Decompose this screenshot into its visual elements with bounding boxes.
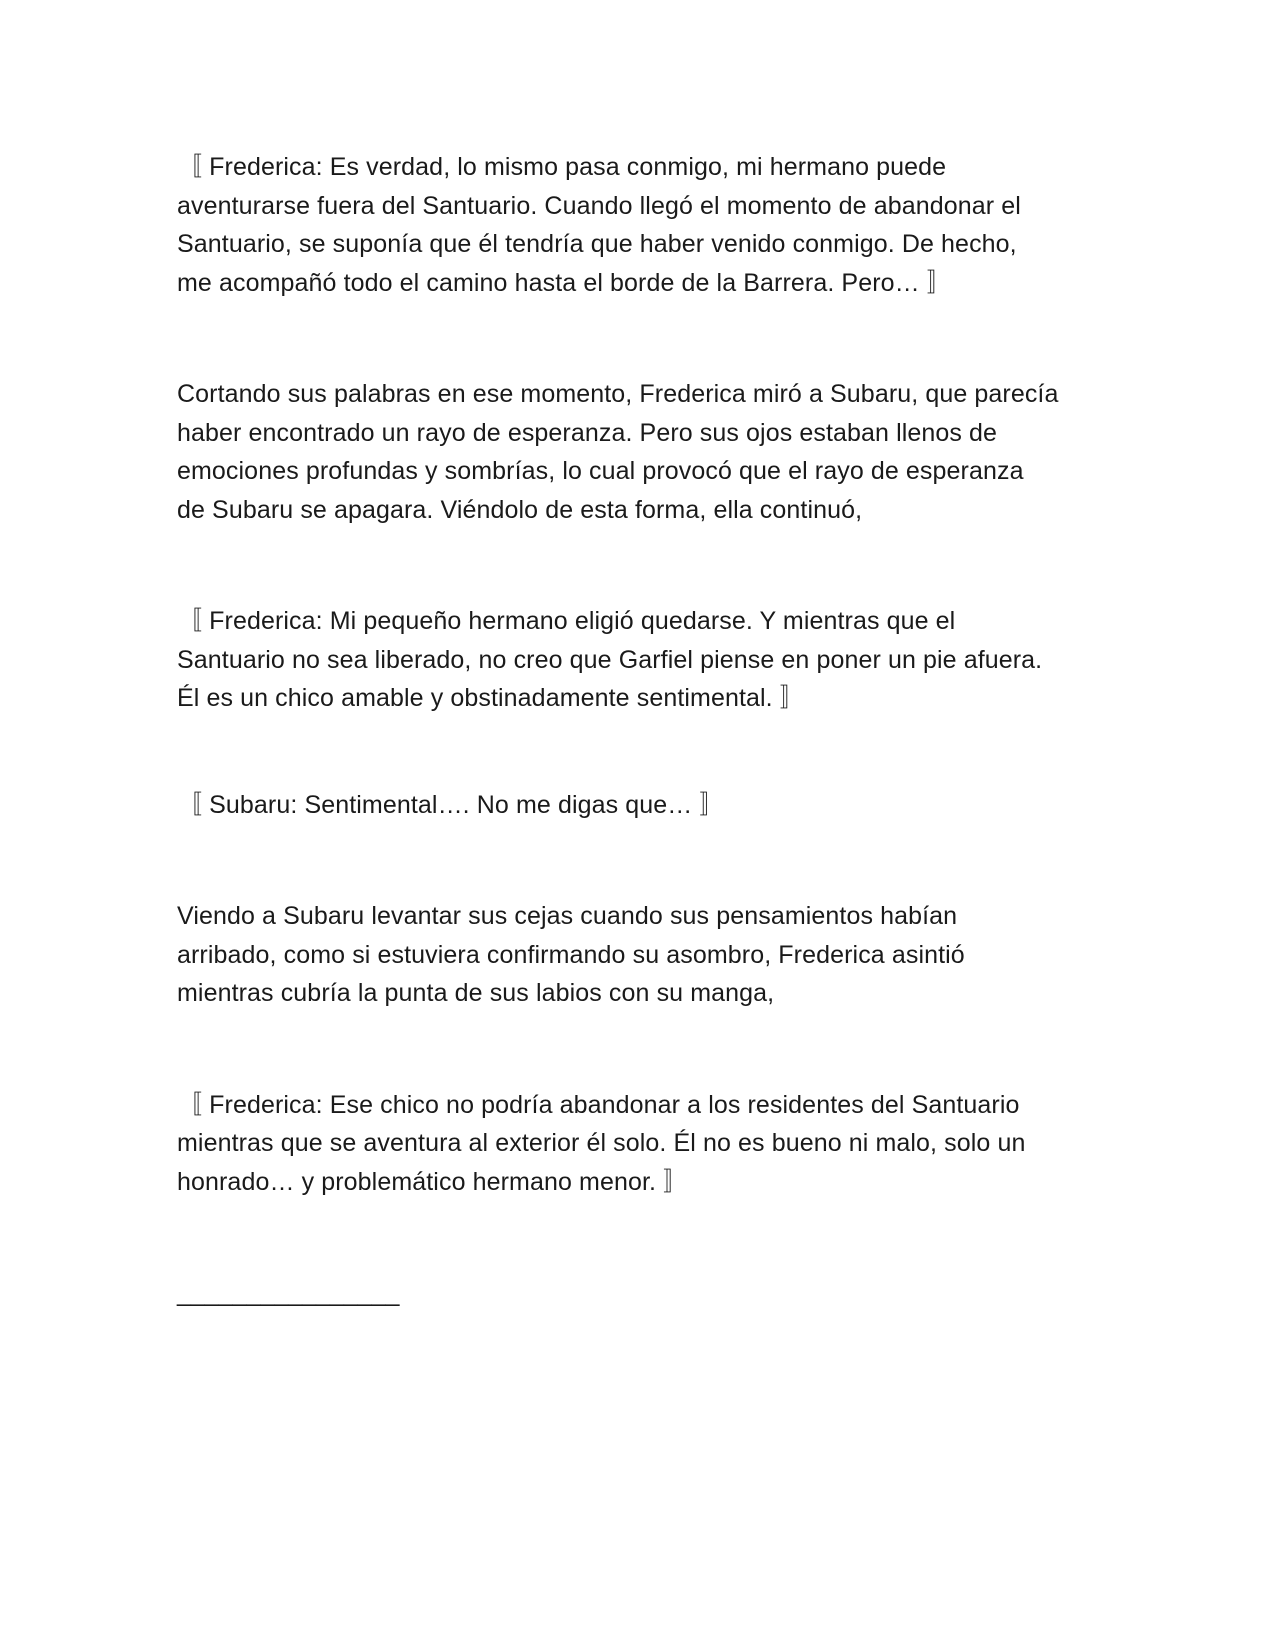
paragraph-gap [177,718,1117,786]
section-separator: ________________ [177,1279,400,1307]
paragraph-gap [177,1201,1117,1274]
narration-paragraph-1: Cortando sus palabras en ese momento, Frederica miró a Subaru, que parecía haber encontrado un rayo de esperanza. Pero sus ojos estaban llenos de emociones profundas y sombrías, lo cual provocó que el rayo de esperanza de Subaru se apagara. Viéndolo de esta forma, ella continuó, [177,380,1059,524]
dialogue-frederica-1: 〚 Frederica: Es verdad, lo mismo pasa conmigo, mi hermano puede aventurarse fuera del Santuario. Cuando llegó el momento de abandonar el Santuario, se suponía que él tendría que haber venido conmigo. De hecho, me acompañó todo el camino hasta el borde de la Barrera. Pero… 〛 [177,153,1021,297]
dialogue-frederica-3: 〚 Frederica: Ese chico no podría abandonar a los residentes del Santuario mientras que se aventura al exterior él solo. Él no es bueno ni malo, solo un honrado… y problemático hermano menor. 〛 [177,1090,1026,1196]
paragraph-gap [177,302,1117,375]
dialogue-subaru: 〚 Subaru: Sentimental…. No me digas que… 〛 [177,790,725,819]
text-column [177,148,1117,1313]
paragraph-gap [177,1013,1117,1086]
paragraph-gap [177,529,1117,602]
paragraph-gap [177,824,1117,897]
dialogue-frederica-2: 〚 Frederica: Mi pequeño hermano eligió quedarse. Y mientras que el Santuario no sea liberado, no creo que Garfiel piense en poner un pie afuera. Él es un chico amable y obstinadamente sentimental. 〛 [177,607,1043,712]
narration-paragraph-2: Viendo a Subaru levantar sus cejas cuando sus pensamientos habían arribado, como si estuviera confirmando su asombro, Frederica asintió mientras cubría la punta de sus labios con su manga, [177,902,965,1007]
